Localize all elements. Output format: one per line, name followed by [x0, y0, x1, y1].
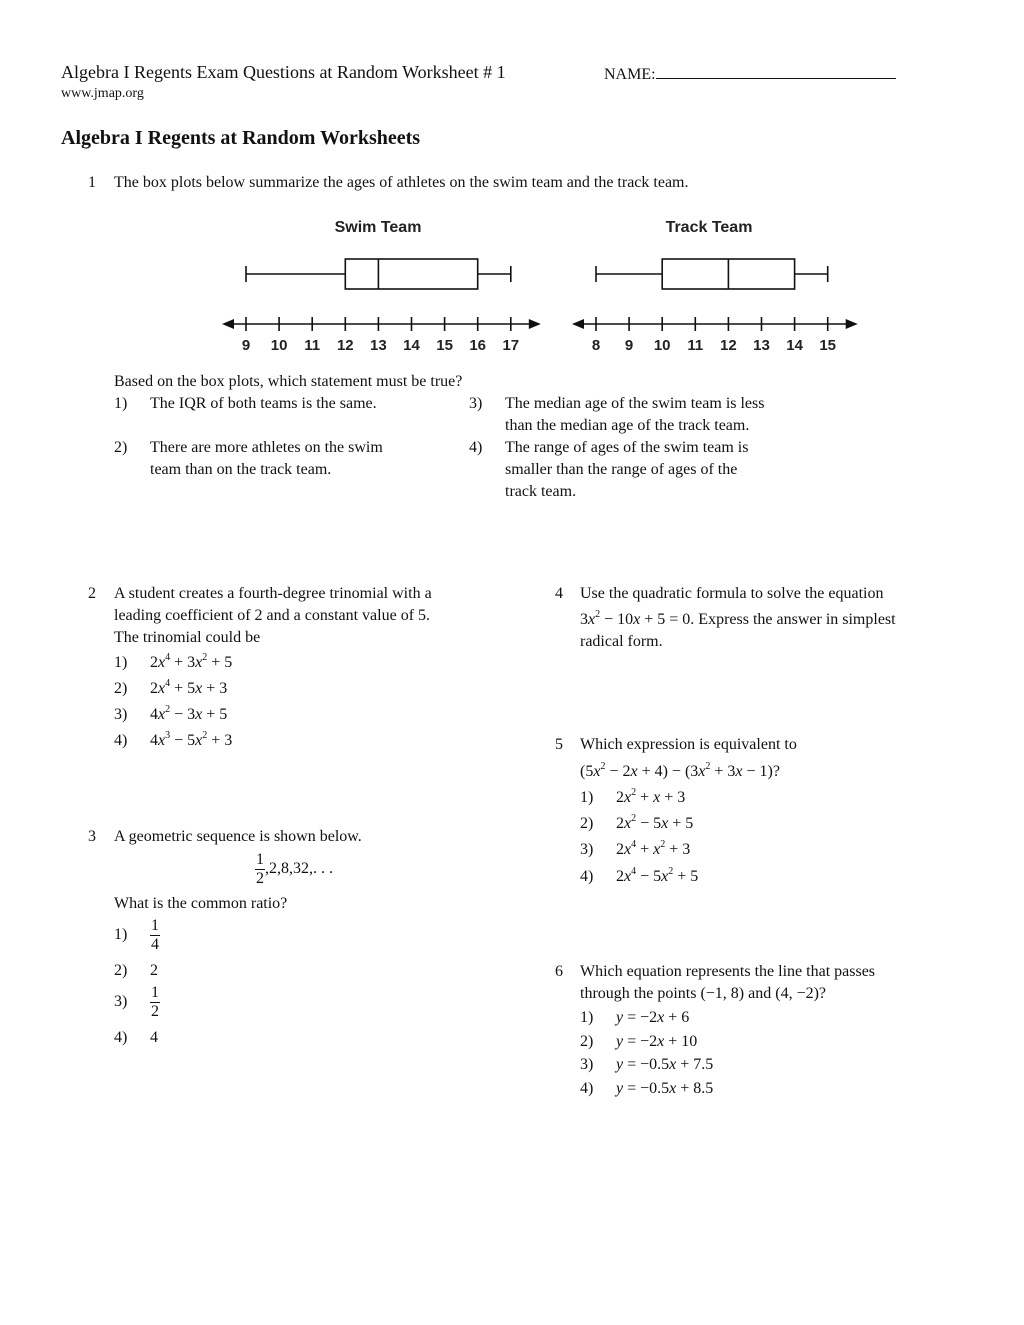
option-text: The IQR of both teams is the same.: [150, 395, 377, 412]
plot-title: Swim Team: [334, 219, 422, 236]
q6-line: Which equation represents the line that passes: [580, 963, 876, 980]
option-number: 4): [114, 732, 128, 749]
q1-prompt: Based on the box plots, which statement must be true?: [114, 373, 463, 390]
q4-line: radical form.: [580, 633, 663, 650]
option-expression: $2x^4 - 5x^2 + 5$: [616, 865, 699, 885]
q3-option-1[interactable]: [114, 917, 160, 954]
option-expression: y = −0.5x + 7.5: [616, 1056, 714, 1073]
option-expression: y = −2x + 10: [616, 1033, 698, 1050]
q6-line: through the points: [580, 985, 697, 1002]
denominator: 2: [256, 870, 264, 887]
tick-label: 8: [591, 337, 601, 354]
tick-label: 10: [270, 337, 288, 354]
q2-line: A student creates a fourth-degree trinomial with a: [114, 585, 432, 602]
option-expression: y = −2x + 6: [616, 1009, 690, 1026]
denominator: 4: [151, 936, 159, 953]
option-number: 2): [114, 439, 128, 456]
option-number: 4): [469, 439, 483, 456]
option-number: 4): [580, 1080, 594, 1097]
option-number: 1): [114, 395, 128, 412]
q4-line: Express the answer in simplest: [698, 611, 896, 628]
worksheet-title: Algebra I Regents Exam Questions at Random Worksheet # 1: [61, 62, 506, 82]
q3-option-4[interactable]: [114, 1027, 158, 1049]
q2-option-3[interactable]: [114, 704, 227, 726]
tick-label: 11: [304, 337, 321, 354]
q1-option-2[interactable]: [114, 437, 383, 481]
numerator: 1: [151, 917, 159, 934]
option-number: 1): [114, 654, 128, 671]
option-number: 2): [580, 815, 594, 832]
option-expression: $2x^4 + 3x^2 + 5$: [150, 651, 233, 671]
q5-option-4[interactable]: [580, 866, 698, 888]
option-number: 4): [114, 1029, 128, 1046]
option-number: 1): [580, 1009, 594, 1026]
q2-option-4[interactable]: [114, 730, 232, 752]
q3-option-3[interactable]: [114, 984, 160, 1021]
q6-number: 6: [555, 963, 563, 980]
q4-equation: $3x^2 - 10x + 5 = 0$.: [580, 608, 695, 628]
q5-option-3[interactable]: [580, 839, 690, 861]
q1-option-4[interactable]: [469, 437, 748, 503]
option-number: 3): [114, 993, 128, 1011]
q5-option-2[interactable]: [580, 813, 693, 835]
tick-label: 15: [819, 337, 837, 354]
option-expression: $4x^3 - 5x^2 + 3$: [150, 729, 233, 749]
option-text: The median age of the swim team is less: [505, 395, 765, 412]
option-expression: $2x^2 + x + 3$: [616, 786, 686, 806]
arrow-left: [222, 319, 234, 329]
q6-option-1[interactable]: [580, 1007, 689, 1029]
option-number: 1): [114, 926, 128, 944]
denominator: 2: [151, 1003, 159, 1020]
q6-option-4[interactable]: [580, 1078, 713, 1100]
name-label: NAME:: [604, 66, 656, 83]
q1-number: 1: [88, 174, 96, 191]
option-number: 2): [114, 962, 128, 979]
arrow-left: [572, 319, 584, 329]
name-field[interactable]: [604, 64, 896, 84]
q2-line: leading coefficient of 2 and a constant value of 5.: [114, 607, 431, 624]
q2-number: 2: [88, 585, 96, 602]
q5-text: Which expression is equivalent to: [580, 736, 797, 753]
option-text: team than on the track team.: [150, 461, 332, 478]
option-number: 2): [114, 680, 128, 697]
q2-option-1[interactable]: [114, 652, 232, 674]
name-line[interactable]: [656, 64, 896, 79]
option-number: 3): [469, 395, 483, 412]
q1-text: The box plots below summarize the ages of athletes on the swim team and the track team.: [114, 174, 689, 191]
tick-label: 12: [720, 337, 737, 354]
tick-label: 9: [624, 337, 634, 354]
plot-title: Track Team: [665, 219, 753, 236]
tick-label: 13: [753, 337, 770, 354]
tick-label: 16: [469, 337, 487, 354]
q2-text: [114, 583, 432, 649]
q5-expression: $(5x^2 - 2x + 4) - (3x^2 + 3x - 1)$?: [580, 760, 780, 780]
option-number: 3): [114, 706, 128, 723]
arrow-right: [529, 319, 541, 329]
option-value: 4: [150, 1029, 158, 1046]
box-plots-figure: [215, 208, 865, 358]
q6-text: Which equation represents the line that passes through the points (−1, 8) and (4, −2)?: [580, 963, 876, 1002]
iqr-box: [345, 259, 477, 289]
option-expression: $4x^2 - 3x + 5$: [150, 703, 228, 723]
option-expression: $2x^4 + 5x + 3$: [150, 677, 228, 697]
q2-option-2[interactable]: [114, 678, 227, 700]
q2-line: The trinomial could be: [114, 629, 261, 646]
q4-number: 4: [555, 585, 563, 602]
q5-option-1[interactable]: [580, 787, 685, 809]
option-text: than the median age of the track team.: [505, 417, 750, 434]
tick-label: 13: [370, 337, 387, 354]
tick-label: 12: [336, 337, 354, 354]
q3-option-2[interactable]: [114, 960, 158, 982]
tick-label: 17: [502, 337, 520, 354]
q3-number: 3: [88, 828, 96, 845]
worksheet-header: [61, 62, 656, 83]
arrow-right: [846, 319, 858, 329]
tick-label: 10: [653, 337, 671, 354]
option-text: The range of ages of the swim team is: [505, 439, 749, 456]
q5-number: 5: [555, 736, 563, 753]
sequence-terms: ,2,8,32,. . .: [265, 860, 333, 878]
q1-option-3[interactable]: [469, 393, 764, 437]
tick-label: 11: [687, 337, 704, 354]
q3-text: A geometric sequence is shown below.: [114, 828, 362, 845]
option-number: 2): [580, 1033, 594, 1050]
option-expression: $2x^2 - 5x + 5$: [616, 812, 694, 832]
option-number: 4): [580, 868, 594, 885]
track-box-plot: [572, 219, 858, 354]
site-url[interactable]: www.jmap.org: [61, 86, 144, 101]
q6-option-2[interactable]: [580, 1031, 697, 1053]
page-title: Algebra I Regents at Random Worksheets: [61, 127, 421, 149]
tick-label: 15: [436, 337, 453, 354]
option-text: track team.: [505, 483, 577, 500]
q6-line: and: [748, 985, 772, 1002]
geometric-sequence: [255, 851, 333, 888]
q3-prompt: What is the common ratio?: [114, 895, 288, 912]
q6-option-3[interactable]: [580, 1054, 713, 1076]
option-text: smaller than the range of ages of the: [505, 461, 738, 478]
numerator: 1: [151, 984, 159, 1001]
tick-label: 9: [241, 337, 251, 354]
q1-option-1[interactable]: [114, 393, 377, 415]
tick-label: 14: [786, 337, 803, 354]
option-number: 3): [580, 1056, 594, 1073]
tick-label: 14: [403, 337, 420, 354]
option-expression: $2x^4 + x^2 + 3$: [616, 838, 691, 858]
q4-text: [580, 583, 896, 653]
q4-line: Use the quadratic formula to solve the equation: [580, 585, 884, 602]
option-number: 1): [580, 789, 594, 806]
option-number: 3): [580, 841, 594, 858]
option-text: There are more athletes on the swim: [150, 439, 383, 456]
numerator: 1: [256, 851, 264, 868]
option-expression: y = −0.5x + 8.5: [616, 1080, 714, 1097]
fraction: [255, 851, 265, 888]
option-value: 2: [150, 962, 158, 979]
swim-box-plot: [222, 219, 541, 354]
fraction: [150, 917, 160, 954]
fraction: [150, 984, 160, 1021]
